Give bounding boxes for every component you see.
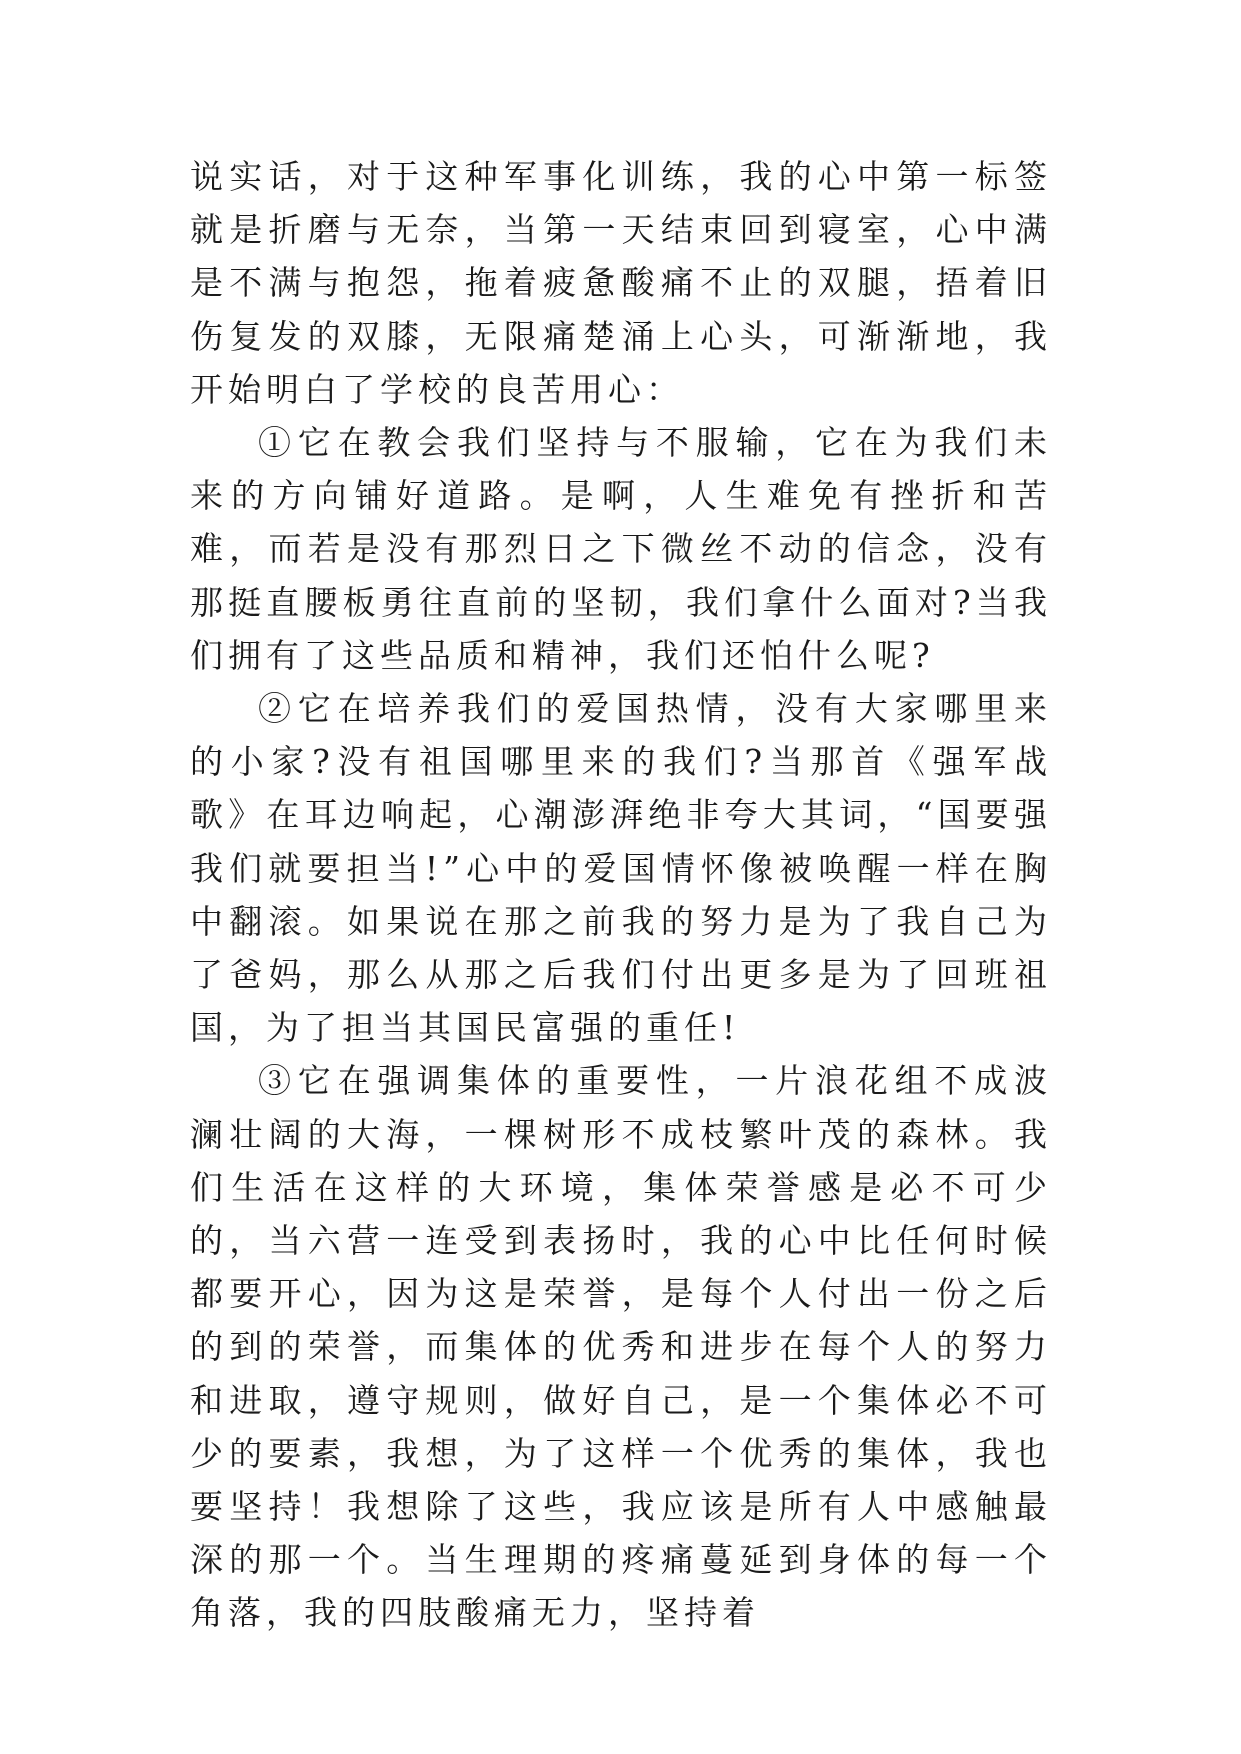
paragraph-point-1: ①它在教会我们坚持与不服输，它在为我们未来的方向铺好道路。是啊，人生难免有挫折和苦难，而若是没有那烈日之下微丝不动的信念，没有那挺直腰板勇往直前的坚韧，我们拿什么面对?当我们拥有了这些品质和精神，我们还怕什么呢?: [190, 423, 1052, 675]
paragraph-point-2: ②它在培养我们的爱国热情，没有大家哪里来的小家?没有祖国哪里来的我们?当那首《强军战歌》在耳边响起，心潮澎湃绝非夸大其词，“国要强我们就要担当!”心中的爱国情怀像被唤醒一样在胸中翻滚。如果说在那之前我的努力是为了我自己为了爸妈，那么从那之后我们付出更多是为了回班祖国，为了担当其国民富强的重任!: [190, 689, 1052, 1048]
paragraph-intro: 说实话，对于这种军事化训练，我的心中第一标签就是折磨与无奈，当第一天结束回到寝室，心中满是不满与抱怨，拖着疲惫酸痛不止的双腿，捂着旧伤复发的双膝，无限痛楚涌上心头，可渐渐地，我开始明白了学校的良苦用心：: [190, 157, 1052, 409]
paragraph-point-3: ③它在强调集体的重要性，一片浪花组不成波澜壮阔的大海，一棵树形不成枝繁叶茂的森林。我们生活在这样的大环境，集体荣誉感是必不可少的，当六营一连受到表扬时，我的心中比任何时候都要开心，因为这是荣誉，是每个人付出一份之后的到的荣誉，而集体的优秀和进步在每个人的努力和进取，遵守规则，做好自己，是一个集体必不可少的要素，我想，为了这样一个优秀的集体，我也要坚持！我想除了这些，我应该是所有人中感触最深的那一个。当生理期的疼痛蔓延到身体的每一个角落，我的四肢酸痛无力，坚持着: [190, 1061, 1052, 1633]
document-page: [190, 150, 1052, 1640]
